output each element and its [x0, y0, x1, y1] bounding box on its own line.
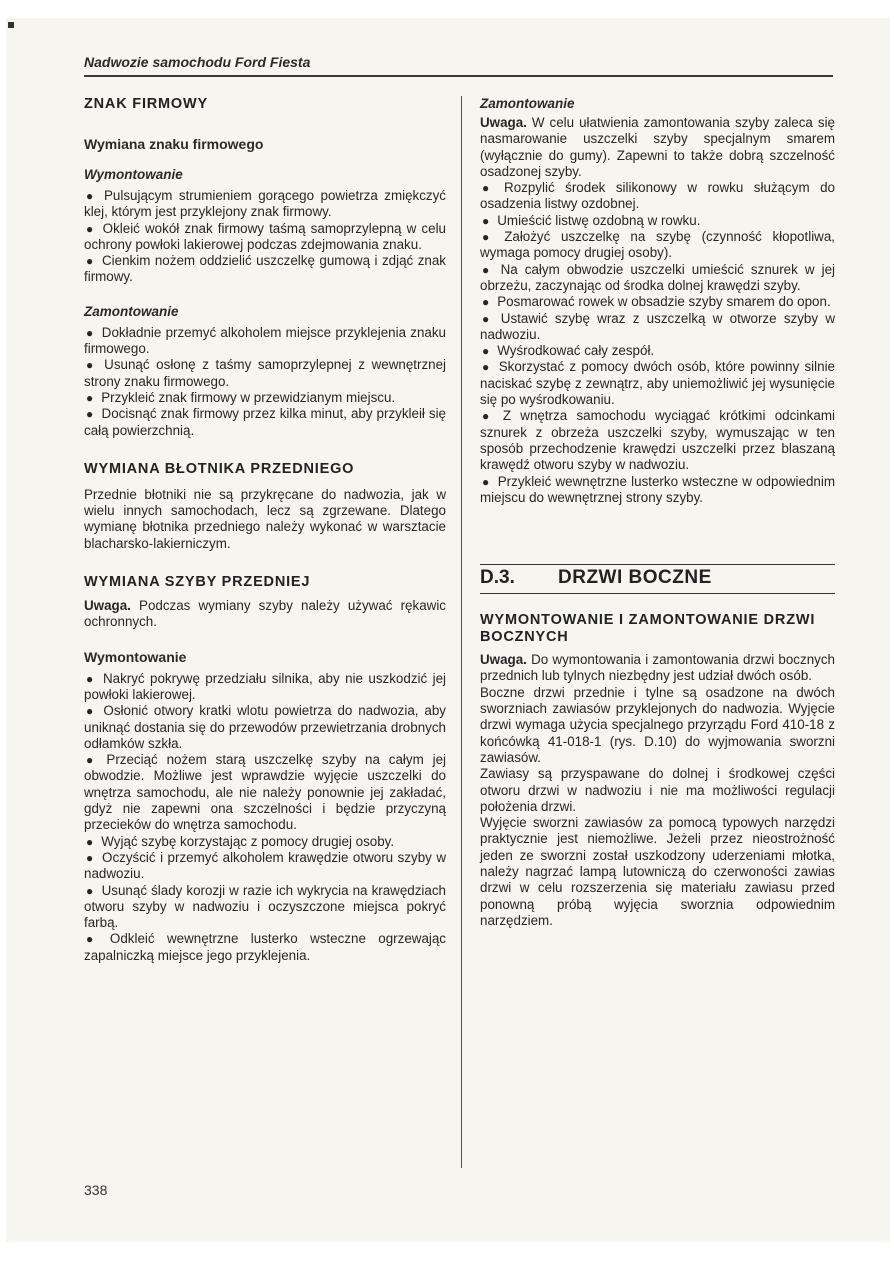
list-item: ● Rozpylić środek silikonowy w rowku służącym do osadzenia listwy ozdobnej.: [480, 180, 836, 212]
bullet-icon: ●: [482, 360, 491, 375]
list-item: ● Wyjąć szybę korzystając z pomocy drugiej osoby.: [86, 833, 395, 849]
list-item: ● Usunąć ślady korozji w razie ich wykrycia na krawędziach otworu szyby w nadwoziu i oczyszczone miejsca pokryć farbą.: [84, 882, 447, 931]
chapter-title-band: [480, 564, 835, 594]
bullet-icon: ●: [482, 213, 490, 228]
running-header: Nadwozie samochodu Ford Fiesta: [84, 54, 311, 70]
heading-zamontowanie: Zamontowanie: [84, 303, 179, 319]
chapter-number: D.3.: [480, 567, 515, 589]
list-item: ● Przykleić wewnętrzne lusterko wsteczne w odpowiednim miejscu do wewnętrznej strony szyby.: [480, 473, 836, 505]
list-item: ● Przykleić znak firmowy w przewidzianym miejscu.: [86, 389, 396, 405]
bullet-icon: ●: [86, 704, 96, 719]
page-number: 338: [84, 1182, 108, 1198]
list-item: ● Z wnętrza samochodu wyciągać krótkimi odcinkami sznurek z obrzeża uszczelki szyby, wymuszając w ten sposób przechodzenie krawędzi uszczelki przez blaszaną krawędź otworu szyby w nadwoziu.: [480, 408, 835, 473]
bullet-icon: ●: [86, 221, 95, 236]
list-item: ● Oczyścić i przemyć alkoholem krawędzie otworu szyby w nadwoziu.: [84, 849, 447, 882]
bullet-icon: ●: [482, 230, 497, 245]
list-item: ● Skorzystać z pomocy dwóch osób, które powinny silnie naciskać szybę z zewnątrz, aby uniemożliwić jej wysunięcie się po wyśrodkowaniu.: [480, 359, 835, 408]
list-item: ● Odkleić wewnętrzne lusterko wsteczne ogrzewając zapalniczką miejsce jego przyklejenia.: [84, 931, 447, 963]
list-item: ● Nakryć pokrywę przedziału silnika, aby nie uszkodzić jej powłoki lakierowej.: [84, 670, 447, 702]
list-item: ● Założyć uszczelkę na szybę (czynność kłopotliwa, wymaga pomocy drugiej osoby).: [480, 229, 836, 261]
bullet-icon: ●: [86, 834, 94, 849]
bullet-icon: ●: [86, 254, 95, 269]
note-paragraph: Uwaga. W celu ułatwienia zamontowania szyby zaleca się nasmarowanie uszczelki szyby specjalnym smarem (wyłącznie do gumy). Zapewni to także dobrą szczelność osadzonej szyby.: [480, 115, 835, 179]
note-paragraph: Uwaga. Podczas wymiany szyby należy używać rękawic ochronnych.: [84, 598, 446, 630]
list-item: ● Dokładnie przemyć alkoholem miejsce przyklejenia znaku firmowego.: [84, 324, 446, 357]
list-item: ● Usunąć osłonę z taśmy samoprzylepnej z wewnętrznej strony znaku firmowego.: [84, 357, 447, 389]
chapter-section: [480, 564, 835, 929]
scan-corner-mark: [8, 22, 14, 28]
subsection-title: Wymiana znaku firmowego: [84, 136, 264, 152]
header-rule: [84, 75, 833, 77]
paragraph: Zawiasy są przyspawane do dolnej i środkowej części otworu drzwi w nadwoziu i nie ma możliwości regulacji położenia drzwi.: [480, 766, 835, 814]
bullet-icon: ●: [482, 262, 493, 277]
column-divider: [461, 96, 462, 1168]
bullet-icon: ●: [86, 850, 95, 865]
bullet-icon: ●: [482, 181, 497, 196]
paragraph: Przednie błotniki nie są przykręcane do nadwozia, jak w wielu innych samochodach, lecz są zgrzewane. Dlatego wymianę błotnika przedniego należy wykonać w warsztacie blacharsko-lakierniczym.: [84, 486, 446, 551]
list-item: ● Osłonić otwory kratki wlotu powietrza do nadwozia, aby uniknąć dostania się do przewodów przewietrzania drobnych odłamków szkła.: [84, 703, 446, 751]
right-column: [480, 96, 835, 929]
heading-zamontowanie-szyby: Zamontowanie: [480, 96, 575, 111]
section-title-drzwi: WYMONTOWANIE I ZAMONTOWANIE DRZWI BOCZNYCH: [480, 612, 816, 646]
bullet-icon: ●: [86, 932, 102, 947]
section-title-znak-firmowy: ZNAK FIRMOWY: [84, 96, 208, 112]
list-item: ● Docisnąć znak firmowy przez kilka minut, aby przykleił się całą powierzchnią.: [84, 406, 447, 438]
section-title-szyba: WYMIANA SZYBY PRZEDNIEJ: [84, 574, 311, 591]
bullet-icon: ●: [86, 407, 94, 422]
list-item: ● Okleić wokół znak firmowy taśmą samoprzylepną w celu ochrony powłoki lakierowej podczas zdejmowania znaku.: [84, 220, 446, 252]
paragraph: Boczne drzwi przednie i tylne są osadzone na dwóch sworzniach zawiasów przyklejonych do nadwozia. Wyjęcie drzwi wymaga użycia specjalnego przyrządu Ford 410-18 z końcówką 41-018-1 (rys. D.10) do wyjmowania sworzni zawiasów.: [480, 684, 835, 765]
list-item: ● Pulsującym strumieniem gorącego powietrza zmiękczyć klej, którym jest przyklejony znak firmowy.: [84, 188, 446, 220]
list-item: ● Cienkim nożem oddzielić uszczelkę gumową i zdjąć znak firmowy.: [84, 253, 446, 285]
note-paragraph: Uwaga. Do wymontowania i zamontowania drzwi bocznych przednich lub tylnych niezbędny jest udział dwóch osób.: [480, 652, 835, 684]
bullet-icon: ●: [86, 883, 94, 898]
left-column: [84, 96, 446, 964]
bullet-icon: ●: [86, 753, 99, 768]
list-item: ● Przeciąć nożem starą uszczelkę szyby na całym jej obwodzie. Możliwe jest wprawdzie wyjęcie uszczelki do wnętrza samochodu, ale nie należy ponownie jej zakładać, gdyż nie zapewni ona szczelności i będzie przyczyną przecieków do wnętrza samochodu.: [84, 752, 446, 833]
list-item: ● Umieścić listwę ozdobną w rowku.: [482, 212, 701, 228]
bullet-icon: ●: [482, 295, 490, 310]
bullet-icon: ●: [86, 358, 97, 373]
bullet-icon: ●: [482, 474, 490, 489]
list-item: ● Posmarować rowek w obsadzie szyby smarem do opon.: [482, 294, 831, 310]
bullet-icon: ●: [482, 311, 493, 326]
bullet-icon: ●: [482, 344, 490, 359]
paragraph: Wyjęcie sworzni zawiasów za pomocą typowych narzędzi praktycznie jest niemożliwe. Jeżeli przez nieostrożność jeden ze sworzni został uszkodzony uderzeniami młotka, należy nagrzać lampą lutowniczą do czerwoności zawias drzwi w celu rozszerzenia się materiału zawiasu przed ponowną próbą wyjęcia sworznia odpowiednim narzędziem.: [480, 815, 835, 928]
list-item: ● Wyśrodkować cały zespół.: [482, 343, 655, 359]
heading-wymontowanie: Wymontowanie: [84, 167, 183, 182]
bullet-icon: ●: [86, 390, 94, 405]
heading-wymontowanie-szyby: Wymontowanie: [84, 648, 187, 665]
chapter-title: DRZWI BOCZNE: [558, 567, 712, 589]
bullet-icon: ●: [86, 325, 94, 340]
bullet-icon: ●: [482, 409, 495, 424]
bullet-icon: ●: [86, 671, 95, 686]
list-item: ● Ustawić szybę wraz z uszczelką w otworze szyby w nadwoziu.: [480, 310, 835, 342]
list-item: ● Na całym obwodzie uszczelki umieścić sznurek w jej obrzeżu, zaczynając od środka dolnej krawędzi szyby.: [480, 261, 835, 293]
bullet-icon: ●: [86, 189, 96, 203]
section-title-blotnik: WYMIANA BŁOTNIKA PRZEDNIEGO: [84, 460, 355, 477]
